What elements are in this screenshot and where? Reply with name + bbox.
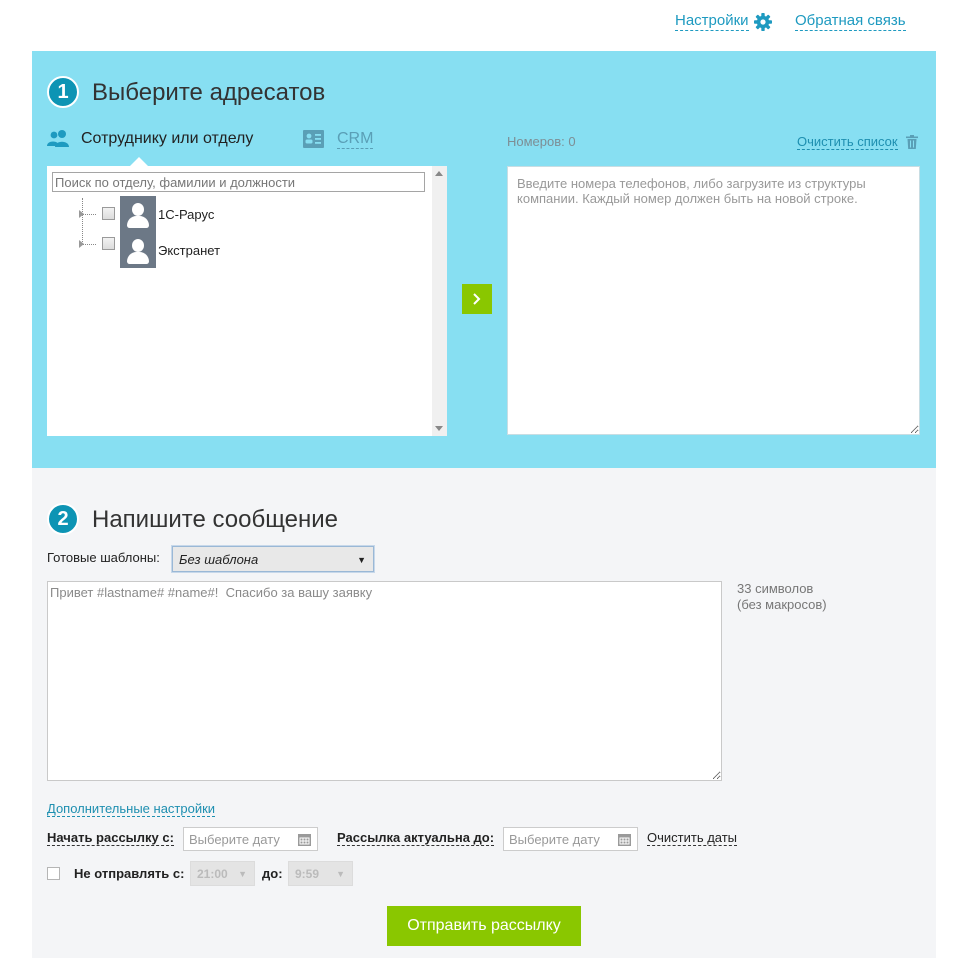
char-count-note: (без макросов) <box>737 597 827 612</box>
tree-connector <box>82 244 96 245</box>
numbers-counter: Номеров: 0 <box>507 134 576 149</box>
no-send-checkbox[interactable] <box>47 867 60 880</box>
start-date-label[interactable]: Начать рассылку с: <box>47 830 174 845</box>
tab-employees[interactable]: Сотруднику или отделу <box>81 130 254 147</box>
tree-connector <box>82 214 96 215</box>
scroll-up-icon[interactable] <box>435 171 443 176</box>
settings-link[interactable]: Настройки <box>675 12 749 29</box>
crm-card-icon <box>303 130 324 148</box>
template-select-value: Без шаблона <box>179 552 259 567</box>
chevron-down-icon: ▼ <box>238 869 247 879</box>
message-field[interactable] <box>47 581 722 781</box>
gear-icon[interactable] <box>753 12 773 32</box>
char-counter <box>737 581 827 613</box>
send-mailing-button[interactable]: Отправить рассылку <box>387 906 581 946</box>
top-bar <box>0 0 959 51</box>
no-send-label: Не отправлять с: <box>74 866 185 881</box>
char-count: 33 символов <box>737 581 814 596</box>
step-number-2: 2 <box>47 503 79 535</box>
no-send-from-select[interactable] <box>190 861 255 886</box>
tree-scrollbar[interactable] <box>432 166 447 436</box>
users-icon <box>47 129 71 147</box>
structure-tree <box>47 166 447 436</box>
tree-expand-icon[interactable] <box>79 240 84 248</box>
tree-checkbox[interactable] <box>102 237 115 250</box>
start-date-placeholder: Выберите дату <box>189 832 280 847</box>
scroll-down-icon[interactable] <box>435 426 443 431</box>
tree-item-label[interactable]: 1С-Рарус <box>158 207 215 222</box>
tree-search-input[interactable] <box>52 172 425 192</box>
step2-title: Напишите сообщение <box>92 506 339 533</box>
step1-title: Выберите адресатов <box>92 79 326 106</box>
chevron-down-icon: ▼ <box>357 555 366 565</box>
tree-expand-icon[interactable] <box>79 210 84 218</box>
start-date-input[interactable] <box>183 827 318 851</box>
tree-checkbox[interactable] <box>102 207 115 220</box>
advanced-settings-link[interactable]: Дополнительные настройки <box>47 801 216 816</box>
active-tab-pointer <box>130 157 148 166</box>
end-date-placeholder: Выберите дату <box>509 832 600 847</box>
end-date-input[interactable] <box>503 827 638 851</box>
no-send-to-value: 9:59 <box>295 867 320 881</box>
calendar-icon[interactable] <box>618 833 631 846</box>
trash-icon[interactable] <box>906 135 918 149</box>
add-recipients-button[interactable] <box>462 284 492 314</box>
avatar-icon <box>120 232 156 268</box>
tree-connector <box>82 198 83 242</box>
avatar-icon <box>120 196 156 232</box>
arrow-right-icon <box>471 292 483 306</box>
template-select[interactable] <box>172 546 374 572</box>
clear-dates-link[interactable]: Очистить даты <box>647 830 738 845</box>
no-send-from-value: 21:00 <box>197 867 228 881</box>
tree-item-label[interactable]: Экстранет <box>158 243 221 258</box>
feedback-link[interactable]: Обратная связь <box>795 12 906 29</box>
phone-numbers-field[interactable] <box>507 166 920 435</box>
actual-until-label[interactable]: Рассылка актуальна до: <box>337 830 495 845</box>
no-send-to-label: до: <box>262 866 283 881</box>
step-number-1: 1 <box>47 76 79 108</box>
calendar-icon[interactable] <box>298 833 311 846</box>
no-send-to-select[interactable] <box>288 861 353 886</box>
templates-label: Готовые шаблоны: <box>47 550 160 565</box>
clear-list-link[interactable]: Очистить список <box>797 134 898 149</box>
tab-crm[interactable]: CRM <box>337 130 374 147</box>
chevron-down-icon: ▼ <box>336 869 345 879</box>
